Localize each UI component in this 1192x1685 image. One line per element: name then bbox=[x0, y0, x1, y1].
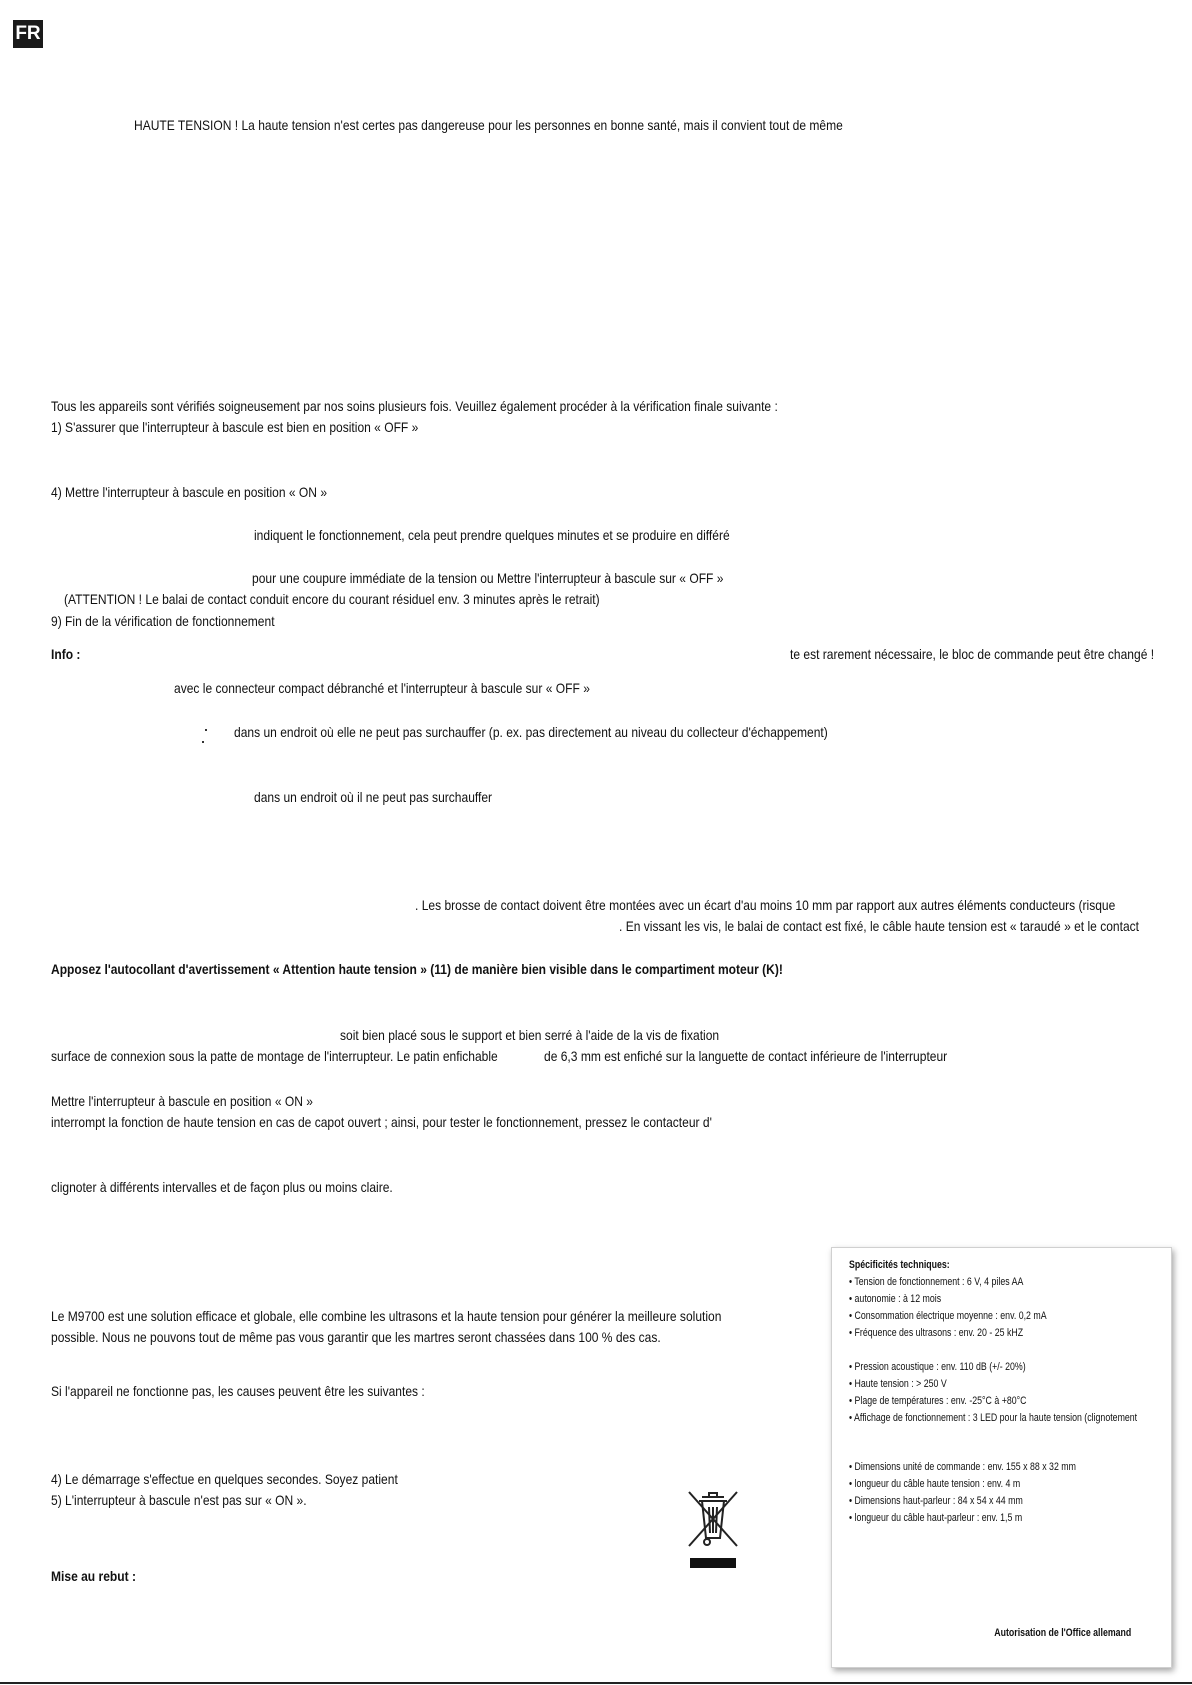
spec-item: • Consommation électrique moyenne : env. 0,2 mA bbox=[849, 1310, 1047, 1322]
info-label: Info : bbox=[51, 646, 81, 662]
check-step-9: 9) Fin de la vérification de fonctionnement bbox=[51, 613, 275, 629]
troubleshooting-intro: Si l'appareil ne fonctionne pas, les causes peuvent être les suivantes : bbox=[51, 1383, 425, 1399]
info-text: te est rarement nécessaire, le bloc de commande peut être changé ! bbox=[790, 646, 1155, 662]
check-indicates: indiquent le fonctionnement, cela peut prendre quelques minutes et se produire en différé bbox=[254, 527, 730, 543]
spec-item: • Tension de fonctionnement : 6 V, 4 piles AA bbox=[849, 1276, 1024, 1288]
disposal-heading: Mise au rebut : bbox=[51, 1568, 136, 1584]
contact-brush-distance: . Les brosse de contact doivent être montées avec un écart d'au moins 10 mm par rapport aux autres éléments conducteurs (risque bbox=[415, 897, 1116, 913]
warning-sticker-instruction: Apposez l'autocollant d'avertissement « Attention haute tension » (11) de manière bien visible dans le compartiment moteur (K)! bbox=[51, 961, 783, 977]
m9700-paragraph-2: possible. Nous ne pouvons tout de même pas vous garantir que les martres seront chassées dans 100 % des cas. bbox=[51, 1329, 661, 1345]
spec-item: • longueur du câble haute tension : env. 4 m bbox=[849, 1478, 1021, 1490]
install-connector: avec le connecteur compact débranché et l'interrupteur à bascule sur « OFF » bbox=[174, 680, 590, 696]
weee-crossed-bin-icon bbox=[685, 1488, 741, 1570]
led-blinking: clignoter à différents intervalles et de façon plus ou moins claire. bbox=[51, 1179, 393, 1195]
page-bottom-rule bbox=[0, 1682, 1192, 1684]
check-cutoff: pour une coupure immédiate de la tension ou Mettre l'interrupteur à bascule sur « OFF » bbox=[252, 570, 724, 586]
high-voltage-warning: HAUTE TENSION ! La haute tension n'est certes pas dangereuse pour les personnes en bonne santé, mais il convient tout de même bbox=[134, 117, 843, 133]
specs-authorization: Autorisation de l'Office allemand bbox=[993, 1627, 1131, 1639]
install-no-overheat-1: dans un endroit où elle ne peut pas surchauffer (p. ex. pas directement au niveau du collecteur d'échappement) bbox=[234, 724, 828, 740]
install-no-overheat-2: dans un endroit où il ne peut pas surchauffer bbox=[254, 789, 493, 805]
list-bullet-dot bbox=[205, 729, 207, 731]
technical-specifications-box bbox=[831, 1247, 1172, 1668]
language-badge: FR bbox=[13, 20, 43, 48]
spec-item: • Plage de températures : env. -25°C à +80°C bbox=[849, 1395, 1027, 1407]
switch-connection-b: de 6,3 mm est enfiché sur la languette de contact inférieure de l'interrupteur bbox=[544, 1048, 948, 1064]
spec-item: • Dimensions unité de commande : env. 155 x 88 x 32 mm bbox=[849, 1461, 1076, 1473]
m9700-paragraph-1: Le M9700 est une solution efficace et globale, elle combine les ultrasons et la haute tension pour générer la meilleure solution bbox=[51, 1308, 722, 1324]
troubleshooting-cause-4: 4) Le démarrage s'effectue en quelques secondes. Soyez patient bbox=[51, 1471, 398, 1487]
list-bullet-dot bbox=[202, 741, 204, 743]
contact-brush-screws: . En vissant les vis, le balai de contact est fixé, le câble haute tension est « taraudé » et le contact bbox=[619, 918, 1140, 934]
switch-support: soit bien placé sous le support et bien serré à l'aide de la vis de fixation bbox=[340, 1027, 720, 1043]
switch-connection-a: surface de connexion sous la patte de montage de l'interrupteur. Le patin enfichable bbox=[51, 1048, 498, 1064]
spec-item: • Affichage de fonctionnement : 3 LED pour la haute tension (clignotement bbox=[849, 1412, 1138, 1424]
switch-on: Mettre l'interrupteur à bascule en position « ON » bbox=[51, 1093, 313, 1109]
spec-item: • autonomie : à 12 mois bbox=[849, 1293, 942, 1305]
check-intro: Tous les appareils sont vérifiés soigneusement par nos soins plusieurs fois. Veuillez également procéder à la vérification finale suivante : bbox=[51, 398, 778, 414]
spec-item: • Dimensions haut-parleur : 84 x 54 x 44 mm bbox=[849, 1495, 1023, 1507]
specs-title: Spécificités techniques: bbox=[849, 1259, 950, 1271]
troubleshooting-cause-5: 5) L'interrupteur à bascule n'est pas sur « ON ». bbox=[51, 1492, 307, 1508]
check-step-4: 4) Mettre l'interrupteur à bascule en position « ON » bbox=[51, 484, 328, 500]
check-attention: (ATTENTION ! Le balai de contact conduit encore du courant résiduel env. 3 minutes après le retrait) bbox=[64, 591, 600, 607]
spec-item: • longueur du câble haut-parleur : env. 1,5 m bbox=[849, 1512, 1023, 1524]
spec-item: • Pression acoustique : env. 110 dB (+/- 20%) bbox=[849, 1361, 1026, 1373]
spec-item: • Fréquence des ultrasons : env. 20 - 25 kHZ bbox=[849, 1327, 1024, 1339]
check-step-1: 1) S'assurer que l'interrupteur à bascule est bien en position « OFF » bbox=[51, 419, 419, 435]
spec-item: • Haute tension : > 250 V bbox=[849, 1378, 947, 1390]
hood-switch-test: interrompt la fonction de haute tension en cas de capot ouvert ; ainsi, pour tester le fonctionnement, pressez le contacteur d' bbox=[51, 1114, 712, 1130]
